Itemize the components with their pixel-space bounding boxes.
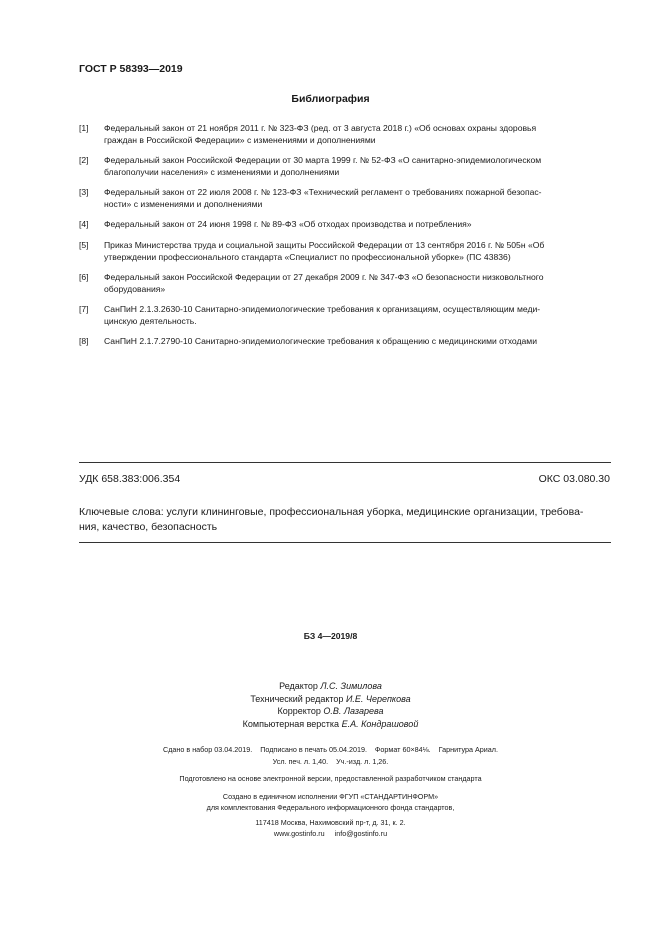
bibliography-entry xyxy=(79,155,611,178)
entry-text-line: Приказ Министерства труда и социальной защиты Российской Федерации от 13 сентября 2016 г. № 505н «Об xyxy=(104,240,545,250)
bibliography-entry xyxy=(79,219,611,231)
editor-role: Редактор xyxy=(279,681,318,691)
entry-text-line: граждан в Российской Федерации» с изменениями и дополнениями xyxy=(104,134,376,145)
entry-number: [4] xyxy=(79,219,89,229)
oks-code: ОКС 03.080.30 xyxy=(538,473,610,485)
udk-code: УДК 658.383:006.354 xyxy=(79,473,181,485)
editor-name: И.Е. Черепкова xyxy=(345,693,411,704)
editor-role: Компьютерная верстка xyxy=(242,718,340,729)
divider-bottom xyxy=(79,542,611,543)
entry-number: [1] xyxy=(79,123,89,133)
editor-name: Е.А. Кондрашовой xyxy=(341,718,419,729)
entry-text-line: цинскую деятельность. xyxy=(104,315,197,326)
bibliography-entry xyxy=(79,304,611,327)
publisher-line: Создано в единичном исполнении ФГУП «СТАНДАРТИНФОРМ» xyxy=(222,792,439,801)
entry-text-line: оборудования» xyxy=(104,283,166,294)
prepared-note: Подготовлено на основе электронной версии, предоставленной разработчиком стандарта xyxy=(179,774,482,783)
entry-text-line: Федеральный закон от 21 ноября 2011 г. № 323-ФЗ (ред. от 3 августа 2018 г.) «Об основах охраны здоровья xyxy=(104,123,537,133)
bibliography-entry xyxy=(79,272,611,295)
editor-line xyxy=(0,680,661,693)
entry-number: [3] xyxy=(79,187,89,197)
publisher-address: 117418 Москва, Нахимовский пр-т, д. 31, к. 2. xyxy=(255,818,406,827)
entry-number: [2] xyxy=(79,155,89,165)
bibliography-title: Библиография xyxy=(291,93,370,105)
entry-number: [6] xyxy=(79,272,89,282)
editor-line xyxy=(0,693,661,706)
bz-number: БЗ 4—2019/8 xyxy=(303,631,358,641)
editor-name: О.В. Лазарева xyxy=(323,706,384,716)
entry-text-line: Федеральный закон Российской Федерации от 30 марта 1999 г. № 52-ФЗ «О санитарно-эпидемиологическом xyxy=(104,155,542,165)
editor-role: Технический редактор xyxy=(250,693,344,704)
divider-top xyxy=(79,462,611,463)
editors-block xyxy=(0,680,661,730)
entry-text-line: благополучии населения» с изменениями и дополнениями xyxy=(104,166,340,177)
bibliography-entry xyxy=(79,123,611,146)
entry-text-line: утверждении профессионального стандарта «Специалист по профессиональной уборке» (ПС 43836) xyxy=(104,251,511,262)
entry-text-line: ности» с изменениями и дополнениями xyxy=(104,198,263,209)
entry-text-line: СанПиН 2.1.7.2790-10 Санитарно-эпидемиологические требования к обращению с медицинскими отходами xyxy=(104,336,537,346)
standard-id: ГОСТ Р 58393—2019 xyxy=(79,63,183,75)
publisher-web: www.gostinfo.ru info@gostinfo.ru xyxy=(273,829,388,838)
editor-line xyxy=(0,718,661,731)
print-details: Усл. печ. л. 1,40. Уч.-изд. л. 1,26. xyxy=(272,757,389,766)
entry-text-line: СанПиН 2.1.3.2630-10 Санитарно-эпидемиологические требования к организациям, осуществляющим меди- xyxy=(104,304,541,314)
editor-role: Корректор xyxy=(277,706,321,716)
entry-number: [7] xyxy=(79,304,89,314)
entry-text-line: Федеральный закон от 22 июля 2008 г. № 123-ФЗ «Технический регламент о требованиях пожарной безопас- xyxy=(104,187,542,197)
keywords xyxy=(79,505,611,535)
entry-number: [5] xyxy=(79,240,89,250)
entry-text-line: Федеральный закон от 24 июня 1998 г. № 89-ФЗ «Об отходах производства и потребления» xyxy=(104,219,472,229)
keywords-line: ния, качество, безопасность xyxy=(79,521,218,533)
bibliography-entry xyxy=(79,187,611,210)
entry-text-line: Федеральный закон Российской Федерации от 27 декабря 2009 г. № 347-ФЗ «О безопасности низковольтного xyxy=(104,272,544,282)
entry-number: [8] xyxy=(79,336,89,346)
editor-name: Л.С. Зимилова xyxy=(320,681,382,691)
bibliography-entry xyxy=(79,240,611,263)
keywords-line: Ключевые слова: услуги клининговые, профессиональная уборка, медицинские организации, требова- xyxy=(79,506,584,518)
publisher-line: для комплектования Федерального информационного фонда стандартов, xyxy=(206,803,455,812)
print-details: Сдано в набор 03.04.2019. Подписано в печать 05.04.2019. Формат 60×84⅛. Гарнитура Ариал. xyxy=(163,745,498,754)
editor-line xyxy=(0,705,661,718)
bibliography-entry xyxy=(79,336,611,348)
